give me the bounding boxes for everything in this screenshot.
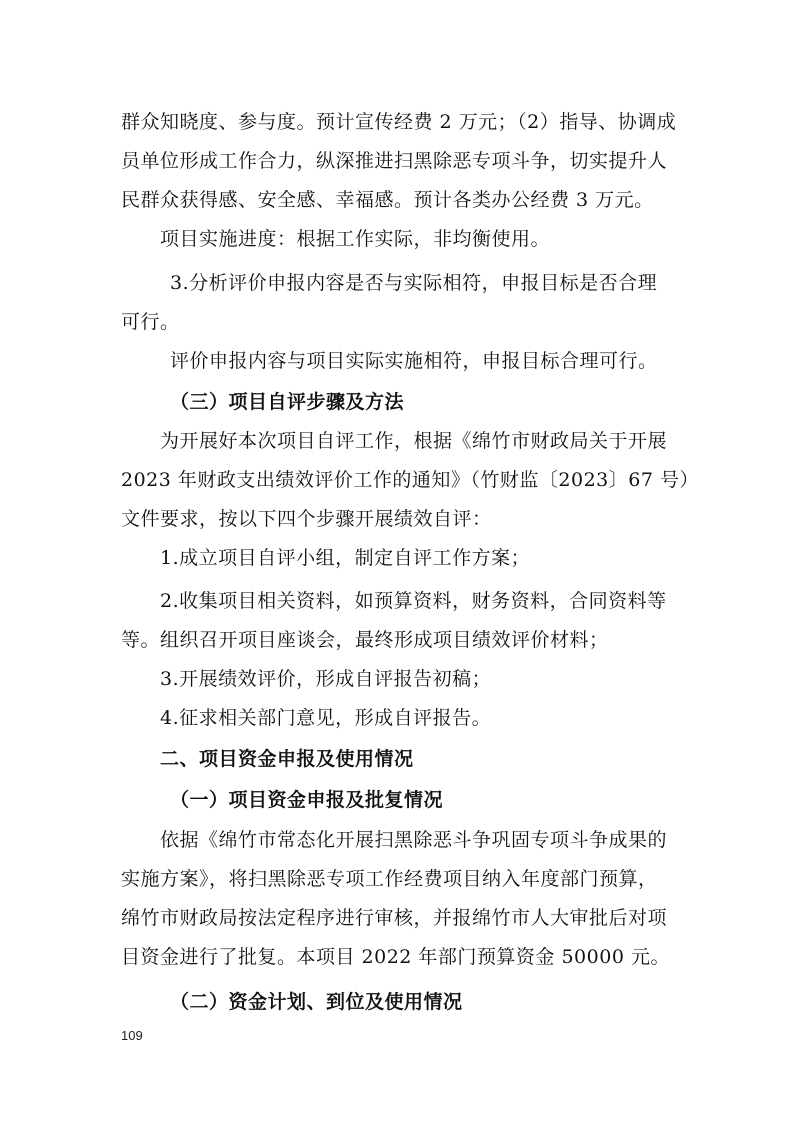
- body-line-21: 绵竹市财政局按法定程序进行审核，并报绵竹市人大审批后对项: [121, 907, 668, 929]
- body-line-20: 实施方案》，将扫黑除恶专项工作经费项目纳入年度部门预算，: [121, 868, 658, 890]
- body-line-1: 群众知晓度、参与度。预计宣传经费 2 万元；（2）指导、协调成: [121, 111, 677, 133]
- chapter-heading-two: 二、项目资金申报及使用情况: [160, 748, 414, 770]
- body-line-19: 依据《绵竹市常态化开展扫黑除恶斗争巩固专项斗争成果的: [160, 829, 668, 851]
- body-line-12: 1.成立项目自评小组，制定自评工作方案；: [160, 547, 531, 569]
- body-line-10: 2023 年财政支出绩效评价工作的通知》（竹财监〔2023〕67 号）: [121, 469, 699, 491]
- body-line-7: 评价申报内容与项目实际实施相符，申报目标合理可行。: [170, 350, 658, 372]
- body-line-6: 可行。: [121, 311, 180, 333]
- body-line-16: 4.征求相关部门意见，形成自评报告。: [160, 707, 492, 729]
- body-line-4: 项目实施进度：根据工作实际，非均衡使用。: [160, 228, 551, 250]
- page-number: 109: [121, 1028, 143, 1043]
- body-line-3: 民群众获得感、安全感、幸福感。预计各类办公经费 3 万元。: [121, 189, 654, 211]
- section-heading-two: （二）资金计划、到位及使用情况: [170, 991, 463, 1013]
- body-line-9: 为开展好本次项目自评工作，根据《绵竹市财政局关于开展: [160, 430, 668, 452]
- body-line-14: 等。组织召开项目座谈会，最终形成项目绩效评价材料；: [121, 629, 609, 651]
- body-line-15: 3.开展绩效评价，形成自评报告初稿；: [160, 668, 492, 690]
- section-heading-one: （一）项目资金申报及批复情况: [170, 789, 444, 811]
- body-line-5: 3.分析评价申报内容是否与实际相符，申报目标是否合理: [170, 272, 658, 294]
- body-line-13: 2.收集项目相关资料，如预算资料，财务资料，合同资料等: [160, 590, 667, 612]
- body-line-22: 目资金进行了批复。本项目 2022 年部门预算资金 50000 元。: [121, 946, 670, 968]
- section-heading-three: （三）项目自评步骤及方法: [170, 391, 405, 413]
- body-line-11: 文件要求，按以下四个步骤开展绩效自评：: [121, 508, 492, 530]
- body-line-2: 员单位形成工作合力，纵深推进扫黑除恶专项斗争，切实提升人: [121, 150, 668, 172]
